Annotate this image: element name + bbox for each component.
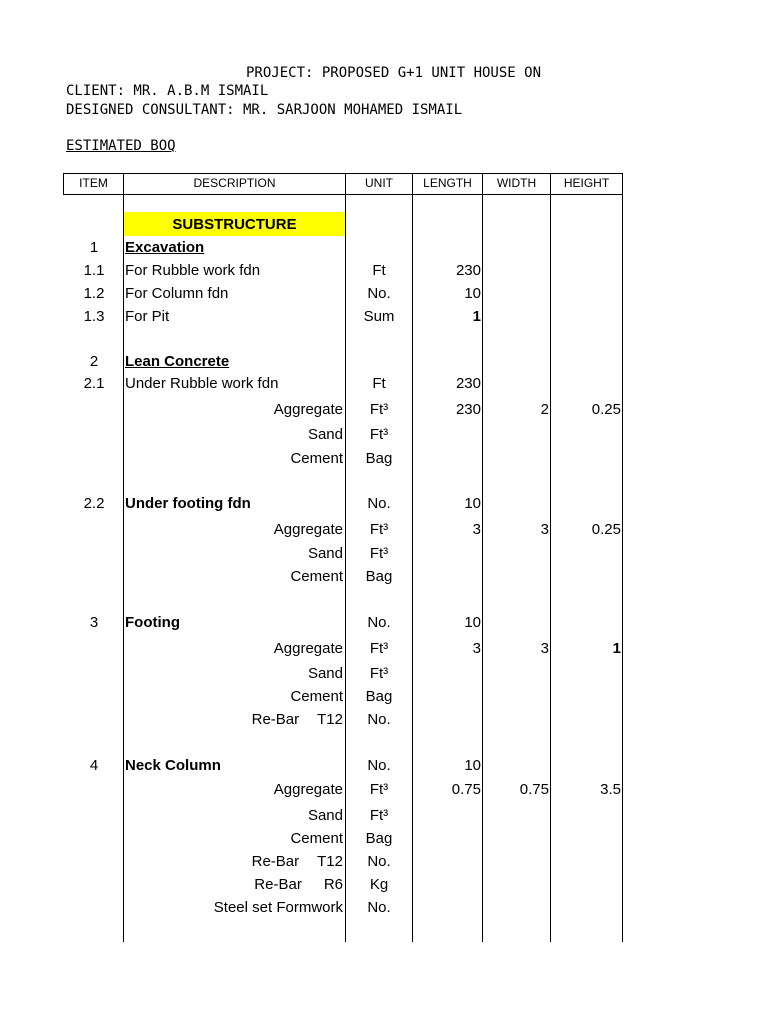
- item-description: Neck Column: [125, 757, 221, 774]
- item-unit: Ft: [372, 262, 386, 279]
- item-unit: Bag: [365, 450, 393, 467]
- item-description: Under footing fdn: [125, 495, 251, 512]
- item-unit: Ft³: [369, 665, 389, 682]
- col-header-length: LENGTH: [423, 176, 472, 190]
- material-description: Sand: [307, 807, 343, 824]
- item-unit: Ft³: [369, 401, 389, 418]
- rebar-spec: T12: [317, 711, 343, 728]
- item-length: 230: [455, 262, 481, 279]
- item-length: 10: [464, 495, 481, 512]
- item-description: For Rubble work fdn: [125, 262, 261, 279]
- item-length: 3: [472, 521, 481, 538]
- col-header-description: DESCRIPTION: [193, 176, 276, 190]
- item-description: Lean Concrete: [125, 353, 230, 370]
- item-length: 10: [464, 285, 481, 302]
- item-number: 1: [89, 239, 99, 256]
- col-divider: [550, 173, 551, 942]
- section-title: SUBSTRUCTURE: [172, 216, 297, 233]
- item-unit: No.: [367, 853, 391, 870]
- item-length: 10: [464, 614, 481, 631]
- item-number: 2.2: [83, 495, 105, 512]
- item-unit: Ft³: [369, 781, 389, 798]
- item-unit: Kg: [369, 876, 389, 893]
- rebar-spec: R6: [323, 876, 343, 893]
- item-unit: Ft³: [369, 640, 389, 657]
- item-length: 1: [472, 308, 481, 325]
- item-height: 3.5: [600, 781, 621, 798]
- item-width: 2: [540, 401, 549, 418]
- col-header-height: HEIGHT: [563, 176, 610, 190]
- material-description: Aggregate: [273, 521, 343, 538]
- item-length: 230: [455, 375, 481, 392]
- item-unit: Bag: [365, 568, 393, 585]
- material-description: Aggregate: [273, 640, 343, 657]
- item-number: 3: [89, 614, 99, 631]
- material-description: Aggregate: [273, 401, 343, 418]
- rebar-description: [125, 853, 343, 871]
- item-unit: Ft³: [369, 545, 389, 562]
- item-description: For Column fdn: [125, 285, 229, 302]
- item-unit: Bag: [365, 688, 393, 705]
- col-divider: [482, 173, 483, 942]
- material-description: Cement: [290, 688, 343, 705]
- client-name: CLIENT: MR. A.B.M ISMAIL: [66, 83, 269, 99]
- table-top-border: [63, 173, 623, 174]
- header-bottom-border: [63, 194, 623, 195]
- item-unit: No.: [367, 614, 391, 631]
- item-number: 1.2: [83, 285, 105, 302]
- material-description: Sand: [307, 545, 343, 562]
- item-unit: Ft³: [369, 807, 389, 824]
- item-height: 1: [612, 640, 621, 657]
- item-unit: Bag: [365, 830, 393, 847]
- item-length: 10: [464, 757, 481, 774]
- consultant-name: DESIGNED CONSULTANT: MR. SARJOON MOHAMED ISMAIL: [66, 102, 463, 118]
- item-unit: Ft: [372, 375, 386, 392]
- material-description: Cement: [290, 830, 343, 847]
- item-unit: No.: [367, 711, 391, 728]
- item-unit: Sum: [363, 308, 395, 325]
- col-header-width: WIDTH: [496, 176, 537, 190]
- item-width: 0.75: [519, 781, 549, 798]
- item-width: 3: [540, 521, 549, 538]
- col-header-item: ITEM: [79, 176, 108, 190]
- item-unit: No.: [367, 757, 391, 774]
- rebar-label: Re-Bar: [251, 711, 300, 728]
- item-description: Excavation: [125, 239, 205, 256]
- project-title: PROJECT: PROPOSED G+1 UNIT HOUSE ON: [246, 65, 542, 81]
- rebar-label: Re-Bar: [254, 876, 302, 893]
- rebar-spec: T12: [317, 853, 343, 870]
- item-description: For Pit: [125, 308, 170, 325]
- item-height: 0.25: [591, 521, 621, 538]
- material-description: Sand: [307, 665, 343, 682]
- rebar-label: Re-Bar: [251, 853, 300, 870]
- rebar-description: [125, 711, 343, 729]
- item-unit: Ft³: [369, 521, 389, 538]
- material-description: Sand: [307, 426, 343, 443]
- item-width: 3: [540, 640, 549, 657]
- item-number: 2.1: [83, 375, 105, 392]
- boq-title: ESTIMATED BOQ: [66, 138, 176, 154]
- item-length: 3: [472, 640, 481, 657]
- item-unit: No.: [367, 899, 391, 916]
- item-description: Footing: [125, 614, 180, 631]
- rebar-description: [125, 876, 343, 894]
- item-length: 0.75: [451, 781, 481, 798]
- item-number: 1.3: [83, 308, 105, 325]
- item-unit: No.: [367, 285, 391, 302]
- item-length: 230: [455, 401, 481, 418]
- item-number: 1.1: [83, 262, 105, 279]
- col-divider: [622, 173, 623, 942]
- item-number: 2: [89, 353, 99, 370]
- material-description: Cement: [290, 568, 343, 585]
- item-unit: Ft³: [369, 426, 389, 443]
- material-description: Cement: [290, 450, 343, 467]
- col-header-unit: UNIT: [365, 176, 393, 190]
- item-number: 4: [89, 757, 99, 774]
- item-height: 0.25: [591, 401, 621, 418]
- item-description: Under Rubble work fdn: [125, 375, 279, 392]
- item-unit: No.: [367, 495, 391, 512]
- material-description: Aggregate: [273, 781, 343, 798]
- material-description: Steel set Formwork: [213, 899, 343, 916]
